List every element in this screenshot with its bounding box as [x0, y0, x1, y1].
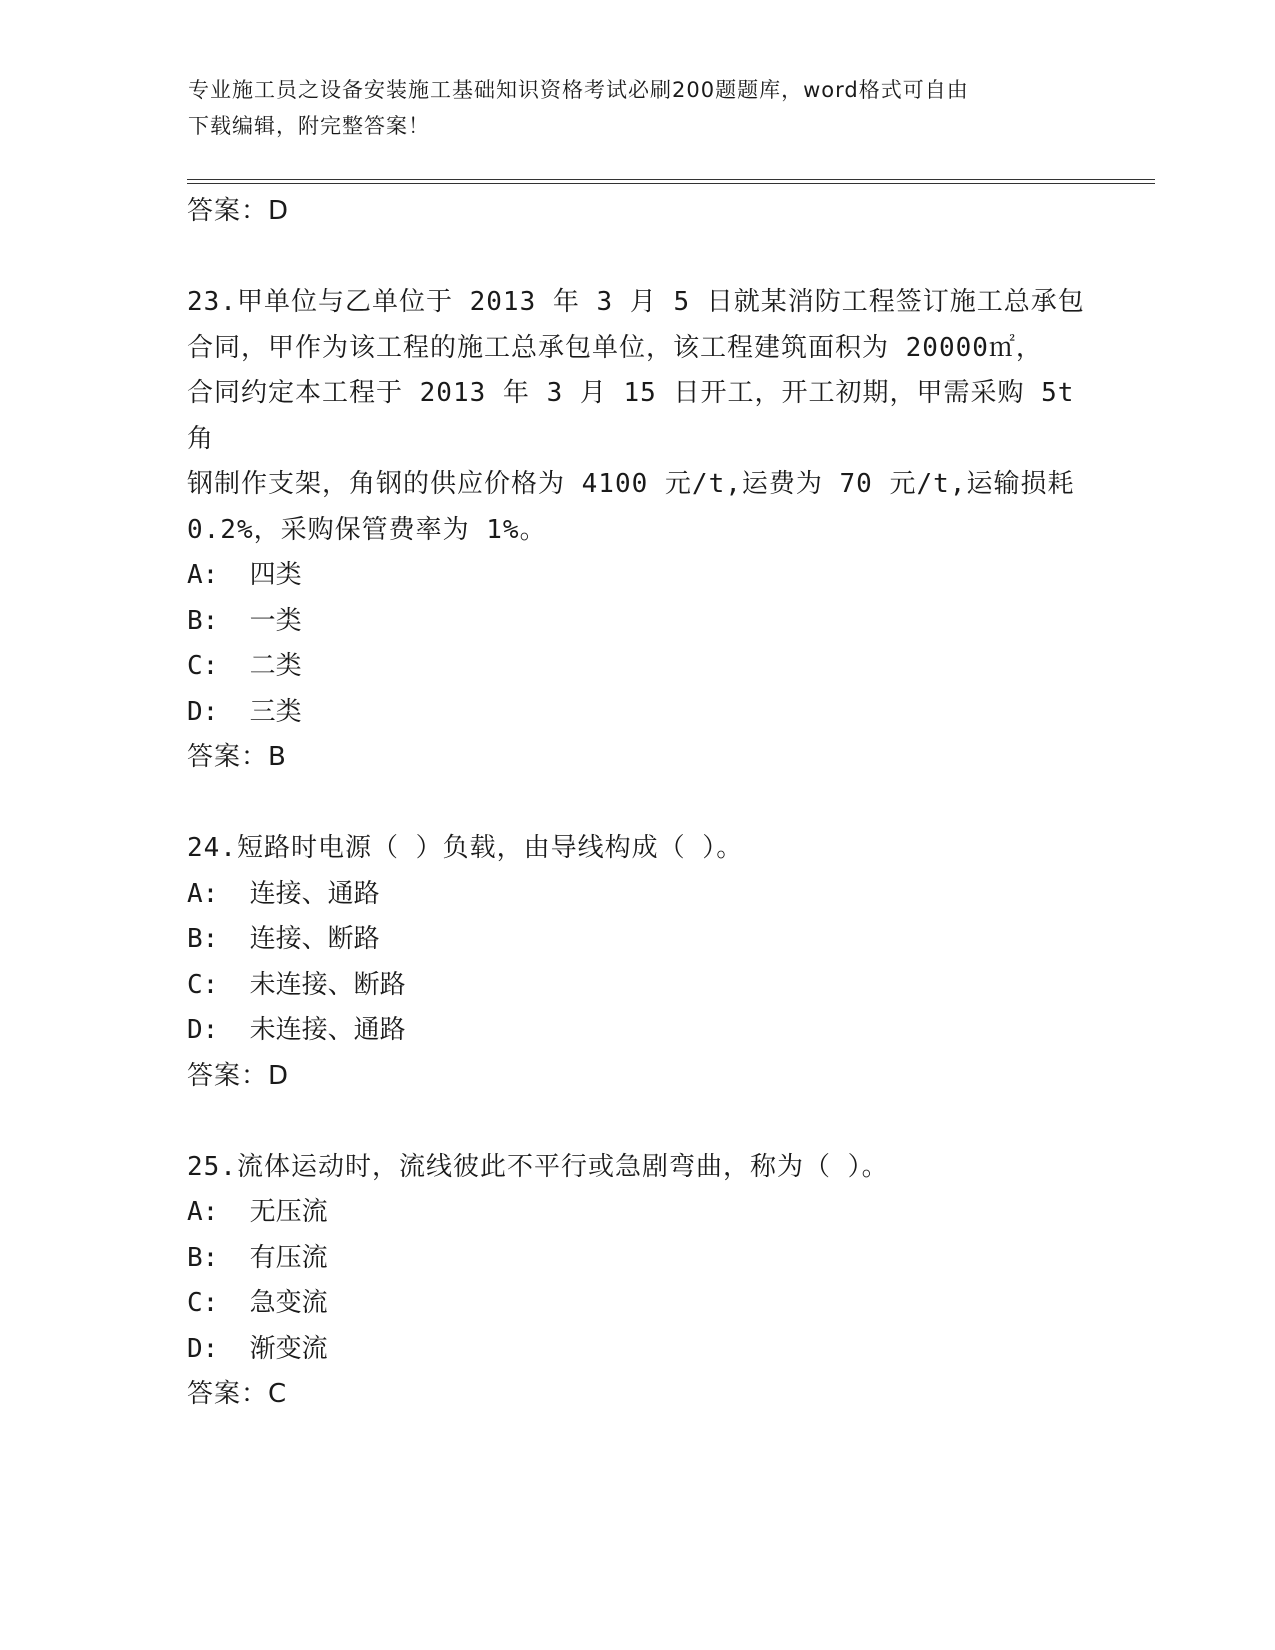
- option-d: D: 未连接、通路: [187, 1015, 406, 1045]
- question-stem-line: 0.2%，采购保管费率为 1%。: [187, 514, 547, 545]
- option-b: B: 连接、断路: [187, 924, 380, 954]
- page-header: [188, 72, 1088, 144]
- question-stem-line: 合同，甲作为该工程的施工总承包单位，该工程建筑面积为 20000㎡，: [187, 332, 1043, 363]
- answer-line: 答案：B: [187, 742, 287, 772]
- option-a: A: 无压流: [187, 1197, 328, 1227]
- option-d: D: 三类: [187, 696, 302, 727]
- option-a: A: 连接、通路: [187, 878, 380, 909]
- header-line-1: 专业施工员之设备安装施工基础知识资格考试必刷200题题库，word格式可自由: [188, 78, 969, 102]
- header-divider: [187, 179, 1155, 180]
- question-25: [187, 1145, 1087, 1418]
- question-23: [187, 280, 1087, 781]
- option-c: C: 急变流: [187, 1288, 328, 1318]
- answer-line: 答案：C: [187, 1379, 288, 1409]
- question-stem-line: 合同约定本工程于 2013 年 3 月 15 日开工，开工初期，甲需采购 5t 角: [187, 378, 1075, 454]
- question-24: [187, 826, 1087, 1099]
- option-b: B: 有压流: [187, 1242, 328, 1273]
- header-line-2: 下载编辑，附完整答案！: [188, 114, 430, 138]
- question-stem-line: 钢制作支架，角钢的供应价格为 4100 元/t,运费为 70 元/t,运输损耗: [187, 469, 1075, 499]
- option-d: D: 渐变流: [187, 1333, 328, 1364]
- option-c: C: 未连接、断路: [187, 969, 406, 1000]
- question-list: [187, 189, 1087, 1418]
- question-stem-line: 25.流体运动时，流线彼此不平行或急剧弯曲，称为（ ）。: [187, 1151, 889, 1182]
- header-divider-double: [187, 183, 1155, 184]
- spacer: [187, 235, 1087, 281]
- option-c: C: 二类: [187, 651, 302, 681]
- spacer: [187, 1099, 1087, 1145]
- option-a: A: 四类: [187, 560, 302, 590]
- answer-line: 答案：D: [187, 1060, 290, 1091]
- option-b: B: 一类: [187, 605, 302, 636]
- answer-line: 答案：D: [187, 196, 290, 226]
- spacer: [187, 781, 1087, 827]
- question-stem-line: 24.短路时电源（ ）负载，由导线构成（ ）。: [187, 833, 744, 863]
- question-stem-line: 23.甲单位与乙单位于 2013 年 3 月 5 日就某消防工程签订施工总承包: [187, 287, 1085, 317]
